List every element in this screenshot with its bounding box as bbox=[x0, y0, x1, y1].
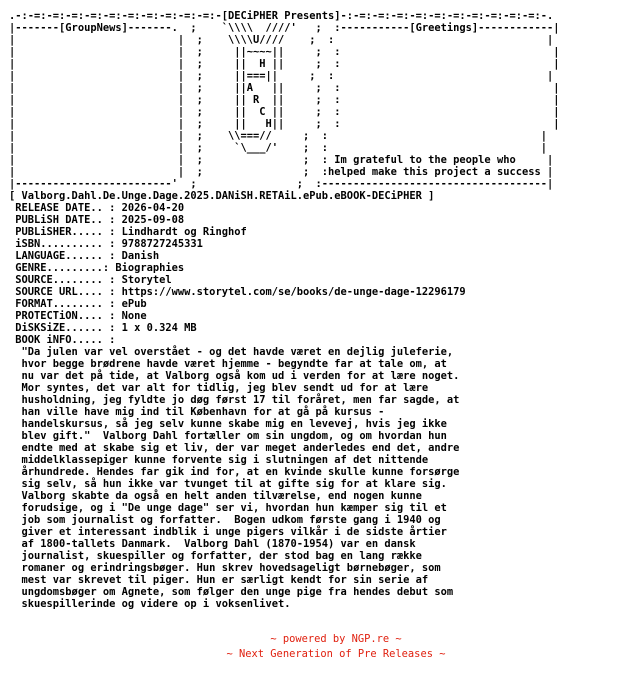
book-description-line: handelskursus, så jeg selv kunne skabe mig en levevej, hvis jeg ikke bbox=[9, 418, 447, 430]
release-info-line: LANGUAGE...... : Danish bbox=[9, 250, 160, 262]
release-info-line: BOOK iNFO..... : bbox=[9, 334, 116, 346]
groupnews-greetings-box-line: | | ; `\___/' ; : | bbox=[9, 142, 547, 154]
book-description-line: Valborg skabte da også en helt anden tilværelse, end nogen kunne bbox=[9, 490, 422, 502]
release-info-line: SOURCE URL.... : https://www.storytel.com/se/books/de-unge-dage-12296179 bbox=[9, 286, 466, 298]
book-description-line: århundrede. Hendes far gik ind for, at en kvinde skulle kunne forsørge bbox=[9, 466, 460, 478]
groupnews-greetings-box-line: | | ; ; : Im grateful to the people who | bbox=[9, 154, 554, 166]
groupnews-greetings-box-line: | | ; \\===// ; : | bbox=[9, 130, 547, 142]
book-description-line: middelklassepiger kunne forvente sig i slutningen af det nittende bbox=[9, 454, 429, 466]
book-description-line: sig selv, så hun ikke var tvunget til at gifte sig for at klare sig. bbox=[9, 478, 447, 490]
groupnews-greetings-box-line: | | ; ||A || ; : | bbox=[9, 82, 560, 94]
book-description-line: han ville have mig ind til København for at gå på kursus - bbox=[9, 406, 385, 418]
book-description-line: endte med at skabe sig et liv, der var meget anderledes end det, andre bbox=[9, 442, 460, 454]
powered-by-footer: ~ powered by NGP.re ~ bbox=[270, 633, 402, 645]
release-info-line: DiSKSiZE...... : 1 x 0.324 MB bbox=[9, 322, 197, 334]
book-description-line: ungdomsbøger om Agnete, som følger den unge pige fra hendes debut som bbox=[9, 586, 454, 598]
release-info-line: PROTECTiON.... : None bbox=[9, 310, 147, 322]
book-description-line: mest var skrevet til piger. Hun er særligt kendt for sin serie af bbox=[9, 574, 429, 586]
book-description-line: job som journalist og forfatter. Bogen udkom første gang i 1940 og bbox=[9, 514, 441, 526]
release-info-line: PUBLiSH DATE.. : 2025-09-08 bbox=[9, 214, 185, 226]
groupnews-greetings-box-line: | | ; \\\\U//// ; : | bbox=[9, 34, 554, 46]
book-description-line: Mor syntes, det var alt for tidlig, jeg blev sendt ud for at lære bbox=[9, 382, 429, 394]
book-description-line: giver et interessant indblik i unge pigers vilkår i de sidste årtier bbox=[9, 526, 447, 538]
groupnews-greetings-box-line: |-------------------------' ; ; :------------------------------------| bbox=[9, 178, 554, 190]
release-info-line: GENRE.........: Biographies bbox=[9, 262, 185, 274]
groupnews-greetings-box-line: | | ; || H || ; : | bbox=[9, 58, 560, 70]
groupnews-greetings-box-line: | | ; ; :helped make this project a success | bbox=[9, 166, 554, 178]
book-description-line: nu var det på tide, at Valborg også kom ud i verden for at lære noget. bbox=[9, 370, 460, 382]
release-info-line: RELEASE DATE.. : 2026-04-20 bbox=[9, 202, 185, 214]
book-description-line: hvor begge brødrene havde været hjemme - begyndte far at tale om, at bbox=[9, 358, 447, 370]
groupnews-greetings-box-line: | | ; || R || ; : | bbox=[9, 94, 560, 106]
book-description-line: blev gift." Valborg Dahl fortæller om sin ungdom, og om hvordan hun bbox=[9, 430, 447, 442]
book-description-line: forudsige, og i "De unge dage" ser vi, hvordan hun kæmper sig til et bbox=[9, 502, 447, 514]
book-description-line: husholdning, jeg fyldte jo døg først 17 til foråret, men far sagde, at bbox=[9, 394, 460, 406]
nfo-text bbox=[9, 10, 560, 610]
book-description-line: "Da julen var vel overstået - og det havde været en dejlig juleferie, bbox=[9, 346, 454, 358]
release-info-line: FORMAT........ : ePub bbox=[9, 298, 147, 310]
groupnews-greetings-box-line: | | ; ||===|| ; : | bbox=[9, 70, 554, 82]
book-description-line: af 1800-tallets Danmark. Valborg Dahl (1870-1954) var en dansk bbox=[9, 538, 416, 550]
header-banner: .-:-=:-=:-=:-=:-=:-=:-=:-=:-=:-=:-[DECiPHER Presents]-:-=:-=:-=:-=:-=:-=:-=:-=:-=:-=:-. bbox=[9, 10, 554, 22]
release-info-line: SOURCE........ : Storytel bbox=[9, 274, 172, 286]
release-info-line: iSBN.......... : 9788727245331 bbox=[9, 238, 203, 250]
book-description-line: journalist, skuespiller og forfatter, der stod bag en lang række bbox=[9, 550, 422, 562]
groupnews-greetings-box-line: | | ; ||~~~~|| ; : | bbox=[9, 46, 560, 58]
book-description-line: skuespillerinde og videre op i voksenlivet. bbox=[9, 598, 291, 610]
groupnews-greetings-box-line: | | ; || H|| ; : | bbox=[9, 118, 560, 130]
book-description-line: romaner og erindringsbøger. Hun skrev hovedsageligt børnebøger, som bbox=[9, 562, 441, 574]
groupnews-greetings-box-line: |-------[GroupNews]-------. ; `\\\\ ////' ; :-----------[Greetings]------------| bbox=[9, 22, 560, 34]
groupnews-greetings-box-line: | | ; || C || ; : | bbox=[9, 106, 560, 118]
release-title: [ Valborg.Dahl.De.Unge.Dage.2025.DANiSH.RETAiL.ePub.eBOOK-DECiPHER ] bbox=[9, 190, 435, 202]
tagline-footer: ~ Next Generation of Pre Releases ~ bbox=[226, 648, 446, 660]
release-info-line: PUBLiSHER..... : Lindhardt og Ringhof bbox=[9, 226, 247, 238]
